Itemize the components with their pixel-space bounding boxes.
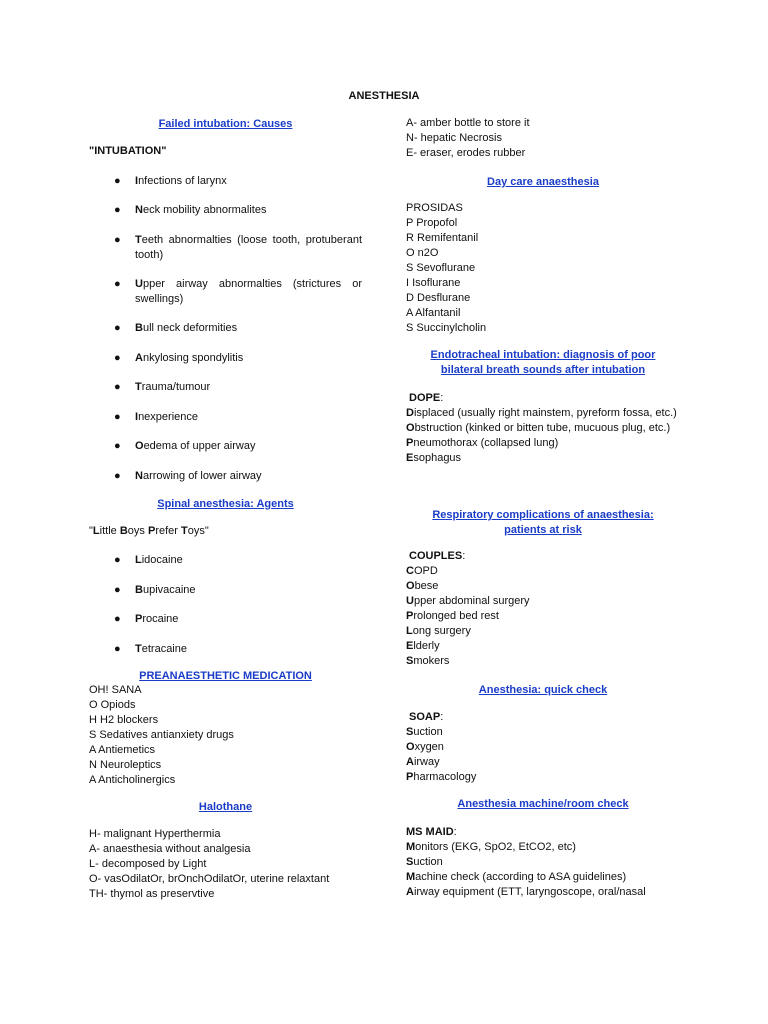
- text-line: PROSIDAS: [406, 202, 463, 214]
- bullet-icon: ●: [114, 234, 121, 246]
- list-item: Machine check (according to ASA guidelines): [406, 871, 627, 883]
- bullet-icon: ●: [114, 584, 121, 596]
- text-line: E- eraser, erodes rubber: [406, 147, 526, 159]
- list-item: Long surgery: [406, 625, 471, 637]
- heading-failed-intubation[interactable]: Failed intubation: Causes: [158, 118, 293, 130]
- bullet-icon: ●: [114, 554, 121, 566]
- heading-preanaesthetic-medication[interactable]: PREANAESTHETIC MEDICATION: [139, 670, 312, 682]
- bullet-icon: ●: [114, 175, 121, 187]
- text-line: N- hepatic Necrosis: [406, 132, 502, 144]
- bullet-icon: ●: [114, 352, 121, 364]
- bullet-icon: ●: [114, 322, 121, 334]
- list-item: Obese: [406, 580, 439, 592]
- bullet-icon: ●: [114, 381, 121, 393]
- heading-day-care-anaesthesia[interactable]: Day care anaesthesia: [487, 176, 599, 188]
- bullet-icon: ●: [114, 204, 121, 216]
- text-line: I Isoflurane: [406, 277, 461, 289]
- soap-block: [406, 710, 680, 785]
- bullet-icon: ●: [114, 278, 121, 290]
- page-title: ANESTHESIA: [348, 90, 420, 102]
- halothane-lines: [89, 827, 362, 902]
- text-line: O- vasOdilatOr, brOnchOdilatOr, uterine relaxtant: [89, 873, 330, 885]
- bullet-icon: ●: [114, 440, 121, 452]
- list-item: Monitors (EKG, SpO2, EtCO2, etc): [406, 841, 576, 853]
- text-line: O Opiods: [89, 699, 136, 711]
- text-line: O n2O: [406, 247, 439, 259]
- heading-respiratory-complications[interactable]: Respiratory complications of anaesthesia: patients at risk: [432, 509, 654, 536]
- couples-block: [406, 549, 680, 669]
- ms-maid-block: [406, 825, 680, 900]
- halothane-continued-lines: [406, 116, 680, 161]
- list-item: Obstruction (kinked or bitten tube, mucuous plug, etc.): [406, 422, 671, 434]
- heading-halothane[interactable]: Halothane: [198, 801, 253, 813]
- list-item: Pneumothorax (collapsed lung): [406, 437, 559, 449]
- list-item: Oxygen: [406, 741, 444, 753]
- text-line: S Sevoflurane: [406, 262, 476, 274]
- text-line: A Alfantanil: [406, 307, 461, 319]
- bullet-icon: ●: [114, 613, 121, 625]
- list-item: Upper abdominal surgery: [406, 595, 530, 607]
- list-item: Smokers: [406, 655, 450, 667]
- text-line: S Sedatives antianxiety drugs: [89, 729, 234, 741]
- heading-endotracheal-intubation[interactable]: Endotracheal intubation: diagnosis of poor bilateral breath sounds after intubation: [430, 349, 656, 376]
- mnemonic-couples: COUPLES:: [409, 550, 466, 562]
- list-item: Suction: [406, 856, 443, 868]
- mnemonic-little-boys: "Little Boys Prefer Toys": [89, 525, 209, 537]
- text-line: L- decomposed by Light: [89, 858, 207, 870]
- text-line: D Desflurane: [406, 292, 471, 304]
- list-item: Airway equipment (ETT, laryngoscope, oral/nasal: [406, 886, 646, 898]
- text-line: OH! SANA: [89, 684, 142, 696]
- preanaesthetic-lines: [89, 683, 362, 788]
- mnemonic-soap: SOAP:: [409, 711, 444, 723]
- list-item: Esophagus: [406, 452, 462, 464]
- mnemonic-dope: DOPE:: [409, 392, 444, 404]
- mnemonic-intubation: "INTUBATION": [89, 145, 167, 157]
- text-line: A- amber bottle to store it: [406, 117, 530, 129]
- heading-quick-check[interactable]: Anesthesia: quick check: [478, 684, 608, 696]
- bullet-icon: ●: [114, 470, 121, 482]
- text-line: A- anaesthesia without analgesia: [89, 843, 251, 855]
- text-line: A Anticholinergics: [89, 774, 176, 786]
- text-line: S Succinylcholin: [406, 322, 487, 334]
- list-item: COPD: [406, 565, 438, 577]
- list-item: Elderly: [406, 640, 440, 652]
- list-item: Airway: [406, 756, 440, 768]
- mnemonic-ms-maid: MS MAID:: [406, 826, 457, 838]
- list-item: Prolonged bed rest: [406, 610, 499, 622]
- text-line: A Antiemetics: [89, 744, 156, 756]
- bullet-icon: ●: [114, 411, 121, 423]
- list-item: Suction: [406, 726, 443, 738]
- text-line: H H2 blockers: [89, 714, 159, 726]
- text-line: P Propofol: [406, 217, 458, 229]
- bullet-icon: ●: [114, 643, 121, 655]
- text-line: N Neuroleptics: [89, 759, 162, 771]
- list-item: Displaced (usually right mainstem, pyreform fossa, etc.): [406, 407, 677, 419]
- list-item: Pharmacology: [406, 771, 477, 783]
- text-line: R Remifentanil: [406, 232, 479, 244]
- heading-spinal-anesthesia[interactable]: Spinal anesthesia: Agents: [157, 498, 294, 510]
- day-care-lines: [406, 201, 680, 336]
- text-line: H- malignant Hyperthermia: [89, 828, 221, 840]
- text-line: TH- thymol as preservtive: [89, 888, 215, 900]
- heading-machine-room-check[interactable]: Anesthesia machine/room check: [457, 798, 629, 810]
- dope-block: [406, 391, 680, 466]
